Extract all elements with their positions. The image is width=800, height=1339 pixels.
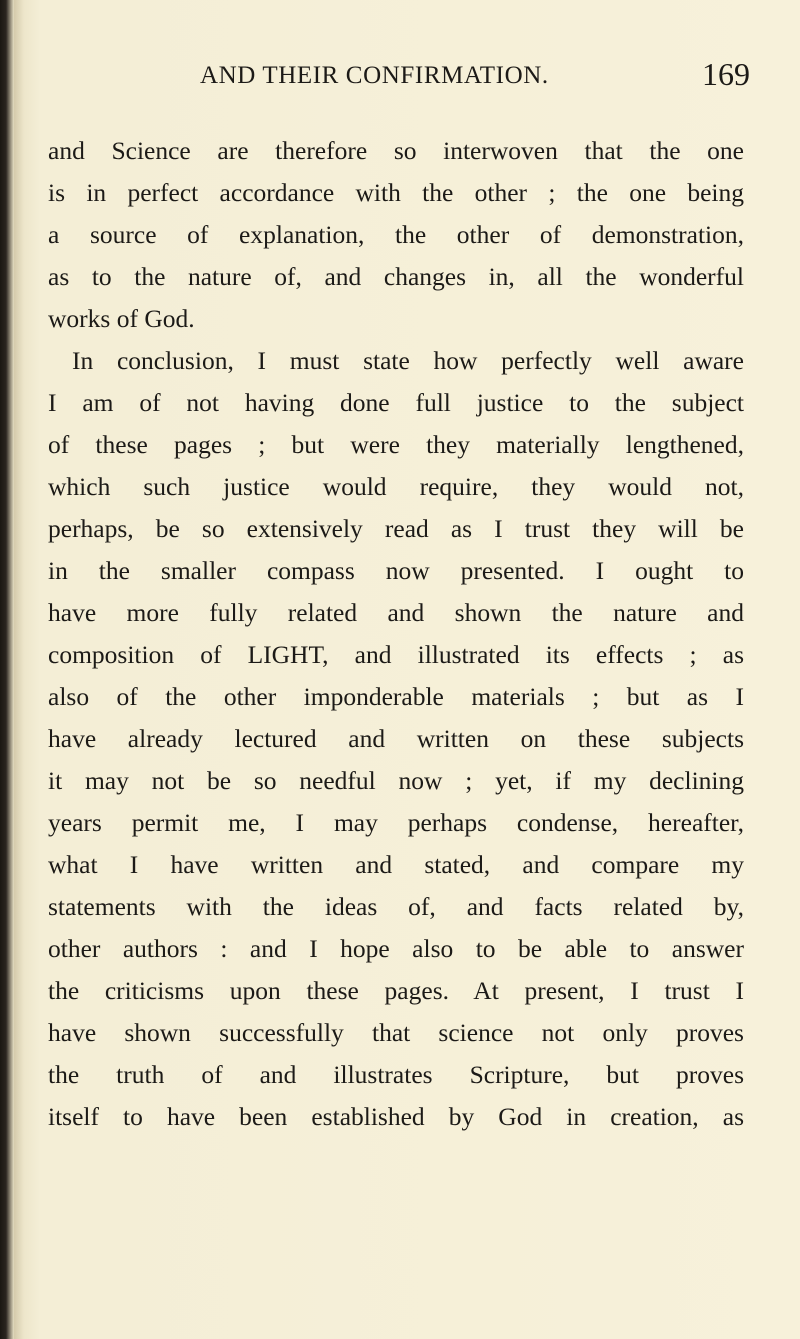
text-line: a source of explanation, the other of demonstration,: [48, 220, 744, 249]
page-gutter: [14, 0, 24, 1339]
text-line: have shown successfully that science not only proves: [48, 1018, 744, 1047]
text-line: also of the other imponderable materials ; but as I: [48, 682, 744, 711]
text-line: years permit me, I may perhaps condense, hereafter,: [48, 808, 744, 837]
text-line: the truth of and illustrates Scripture, but proves: [48, 1060, 744, 1089]
text-line: and Science are therefore so interwoven that the one: [48, 136, 744, 165]
text-line: is in perfect accordance with the other ; the one being: [48, 178, 744, 207]
text-line: in the smaller compass now presented. I ought to: [48, 556, 744, 585]
running-title: AND THEIR CONFIRMATION.: [200, 62, 549, 89]
text-line: works of God.: [48, 304, 195, 333]
text-line: what I have written and stated, and compare my: [48, 850, 744, 879]
text-line: have already lectured and written on these subjects: [48, 724, 744, 753]
text-line: perhaps, be so extensively read as I trust they will be: [48, 514, 744, 543]
text-line: other authors : and I hope also to be able to answer: [48, 934, 744, 963]
text-line: which such justice would require, they would not,: [48, 472, 744, 501]
text-line: itself to have been established by God in creation, as: [48, 1102, 744, 1131]
running-head: [200, 56, 750, 96]
page-number: 169: [702, 56, 750, 92]
text-line: it may not be so needful now ; yet, if my declining: [48, 766, 744, 795]
text-line: of these pages ; but were they materially lengthened,: [48, 430, 744, 459]
text-line: have more fully related and shown the nature and: [48, 598, 744, 627]
text-line: In conclusion, I must state how perfectly well aware: [72, 346, 744, 375]
body-text: [48, 130, 744, 1138]
text-line: as to the nature of, and changes in, all the wonderful: [48, 262, 744, 291]
text-line: I am of not having done full justice to the subject: [48, 388, 744, 417]
text-line: composition of LIGHT, and illustrated its effects ; as: [48, 640, 744, 669]
text-line: statements with the ideas of, and facts related by,: [48, 892, 744, 921]
text-line: the criticisms upon these pages. At present, I trust I: [48, 976, 744, 1005]
